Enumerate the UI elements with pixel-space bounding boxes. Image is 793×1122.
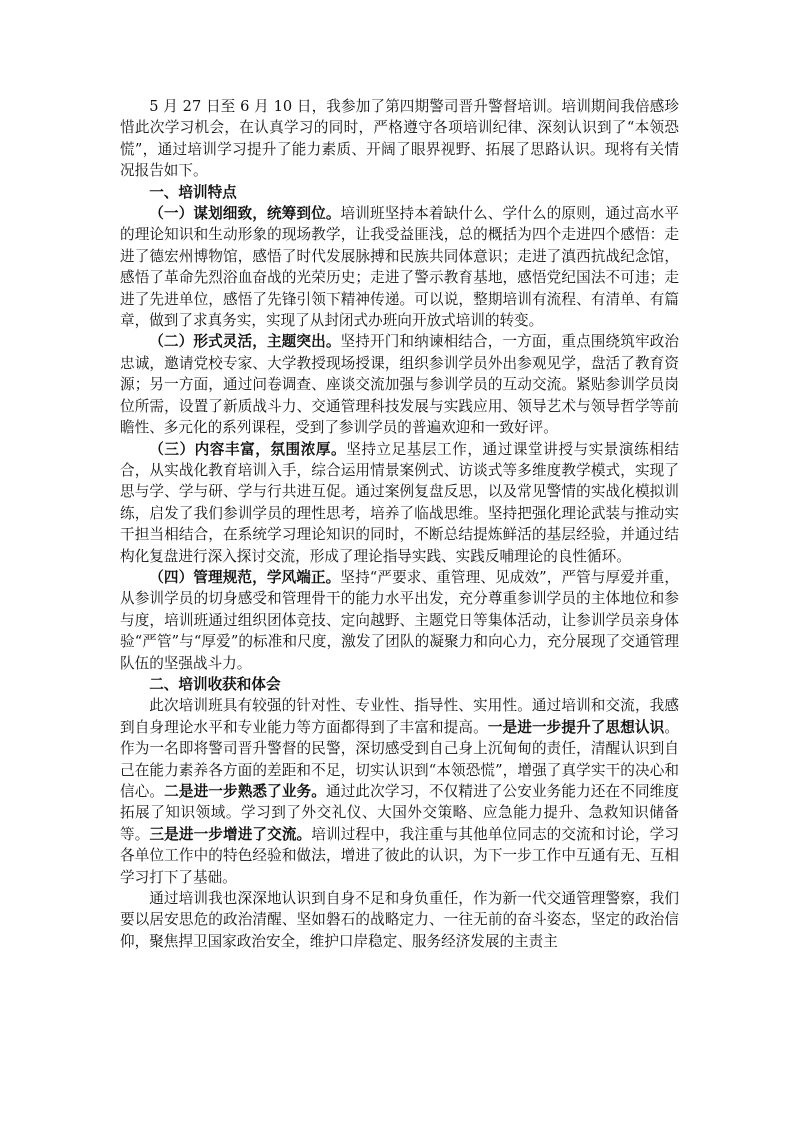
gains-point-1-body: 。作为一名即将警司晋升警督的民警，深切感受到自己身上沉甸甸的责任，清醒认识到自己在能力素养各方面的差距和不足，切实认识到“本领恐慌”，增强了真学实干的决心和信心。 xyxy=(120,718,679,800)
gains-point-3-body: 培训过程中，我注重与其他单位同志的交流和讨论，学习各单位工作中的特色经验和做法，增进了彼此的认识，为下一步工作中互通有无、互相学习打下了基础。 xyxy=(120,825,679,886)
intro-paragraph: 5 月 27 日至 6 月 10 日，我参加了第四期警司晋升警督培训。培训期间我倍感珍惜此次学习机会，在认真学习的同时，严格遵守各项培训纪律、深刻认识到了“本领恐慌”，通过培训学习提升了能力素质、开阔了眼界视野、拓展了思路认识。现将有关情况报告如下。 xyxy=(120,98,679,180)
document-page xyxy=(120,96,679,952)
gains-point-1: 一是进一步提升了思想认识 xyxy=(487,718,665,736)
gains-intro: 此次培训班具有较强的针对性、专业性、指导性、实用性。通过培训和交流，我感到自身理论水平和专业能力等方面都得到了丰富和提高。 xyxy=(120,697,679,736)
feature-1-body: 培训班坚持本着缺什么、学什么的原则，通过高水平的理论知识和生动形象的现场教学，让我受益匪浅，总的概括为四个走进四个感悟：走进了德宏州博物馆，感悟了时代发展脉搏和民族共同体意识；走进了滇西抗战纪念馆，感悟了革命先烈浴血奋战的光荣历史；走进了警示教育基地，感悟党纪国法不可违；走进了先进单位，感悟了先锋引领下精神传递。可以说，整期培训有流程、有清单、有篇章，做到了求真务实，实现了从封闭式办班向开放式培训的转变。 xyxy=(120,205,679,330)
feature-paragraph-2 xyxy=(120,331,679,438)
section-heading-training-features: 一、培训特点 xyxy=(149,183,237,201)
feature-3-body: 坚持立足基层工作，通过课堂讲授与实景演练相结合，从实战化教育培训入手，综合运用情景案例式、访谈式等多维度教学模式，实现了思与学、学与研、学与行共进互促。通过案例复盘反思，以及常见警情的实战化模拟训练，启发了我们参训学员的理性思考，培养了临战思维。坚持把强化理论武装与推动实干担当相结合，在系统学习理论知识的同时，不断总结提炼鲜活的基层经验，并通过结构化复盘进行深入探讨交流，形成了理论指导实践、实践反哺理论的良性循环。 xyxy=(120,440,679,565)
feature-4-body: 坚持“严要求、重管理、见成效”，严管与厚爱并重，从参训学员的切身感受和管理骨干的能力水平出发，充分尊重参训学员的主体地位和参与度，培训班通过组织团体竞技、定向越野、主题党日等集体活动，让参训学员亲身体验“严管”与“厚爱”的标准和尺度，激发了团队的凝聚力和向心力，充分展现了交通管理队伍的坚强战斗力。 xyxy=(120,568,679,672)
feature-3-lead: （三）内容丰富，氛围浓厚。 xyxy=(149,440,347,458)
feature-4-lead: （四）管理规范，学风端正。 xyxy=(149,568,341,586)
feature-paragraph-3 xyxy=(120,439,679,567)
feature-2-body: 坚持开门和纳谏相结合，一方面，重点围绕筑牢政治忠诚，邀请党校专家、大学教授现场授课，组织参训学员外出参观见学，盘活了教育资源；另一方面，通过问卷调查、座谈交流加强与参训学员的互动交流。紧贴参训学员岗位所需，设置了新质战斗力、交通管理科技发展与实践应用、领导艺术与领导哲学等前瞻性、多元化的系列课程，受到了参训学员的普遍欢迎和一致好评。 xyxy=(120,333,679,437)
feature-paragraph-1 xyxy=(120,203,679,331)
gains-point-3: 三是进一步增进了交流。 xyxy=(149,825,312,843)
gains-point-2-body: 通过此次学习，不仅精进了公安业务能力还在不同维度拓展了知识领域。学习到了外交礼仪、大国外交策略、应急能力提升、急救知识储备等。 xyxy=(120,783,679,843)
section-heading-gains: 二、培训收获和体会 xyxy=(149,675,281,693)
gains-paragraph-2: 通过培训我也深深地认识到自身不足和身负重任，作为新一代交通管理警察，我们要以居安思危的政治清醒、坚如磐石的战略定力、一往无前的奋斗姿态，坚定的政治信仰，聚焦捍卫国家政治安全，维护口岸稳定、服务经济发展的主责主 xyxy=(120,890,679,950)
gains-paragraph-1 xyxy=(120,695,679,888)
feature-2-lead: （二）形式灵活，主题突出。 xyxy=(149,333,341,351)
feature-paragraph-4 xyxy=(120,567,679,674)
feature-1-lead: （一）谋划细致，统筹到位。 xyxy=(149,205,341,223)
gains-point-2: 二是进一步熟悉了业务。 xyxy=(164,783,326,800)
